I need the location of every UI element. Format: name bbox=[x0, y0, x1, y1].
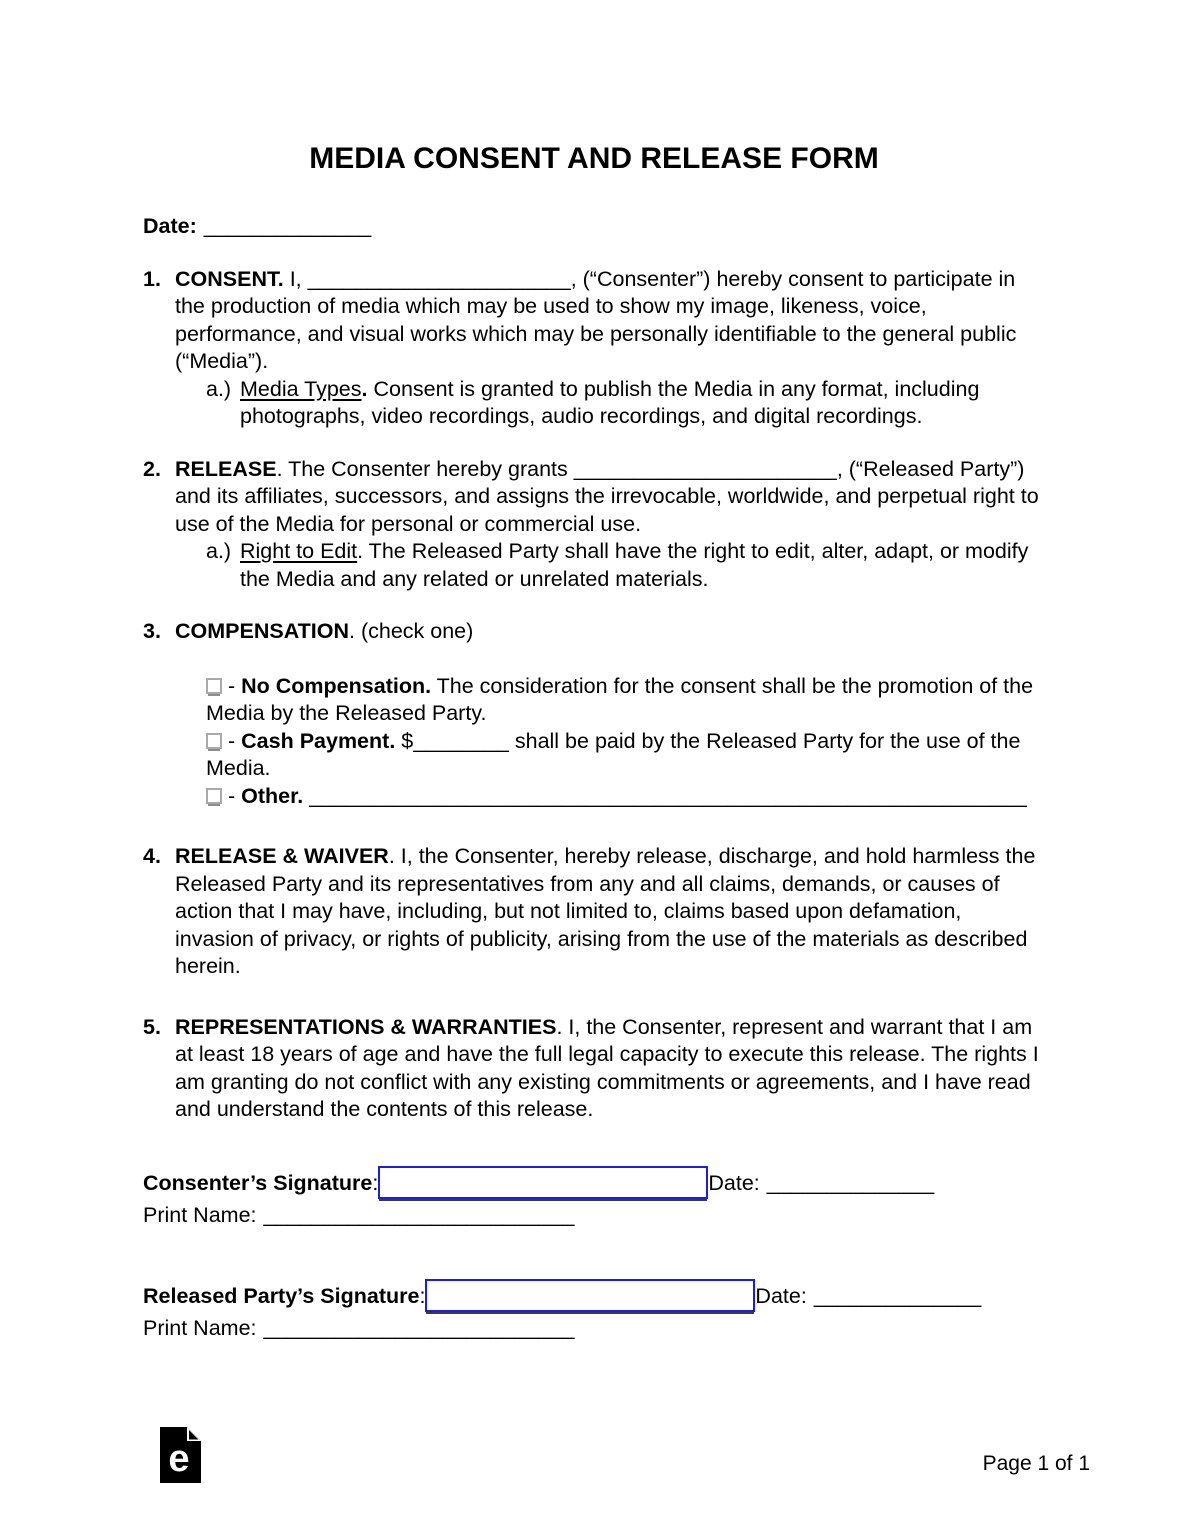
released-party-name-blank: ______________________ bbox=[573, 456, 837, 481]
section-compensation-number: 3. bbox=[143, 619, 161, 643]
consenter-signature-block bbox=[143, 1166, 1045, 1230]
released-party-date-blank: ______________ bbox=[813, 1284, 982, 1308]
section-release bbox=[143, 456, 1045, 594]
section-representations-body bbox=[175, 1014, 1045, 1124]
option-no-compensation-label: No Compensation bbox=[241, 673, 426, 698]
section-representations bbox=[143, 1014, 1045, 1124]
section-representations-text: . I, the Consenter, represent and warrant that I am at least 18 years of age and have the full legal capacity to execute this release. The rights I am granting do not conflict with any existing commitments or agreements, and I have read and understand the contents of this release. bbox=[175, 1014, 1039, 1121]
section-release-waiver-body bbox=[175, 843, 1045, 981]
section-consent-body bbox=[175, 266, 1045, 431]
date-label: Date: bbox=[143, 214, 197, 238]
section-representations-heading: REPRESENTATIONS & WARRANTIES bbox=[175, 1014, 557, 1039]
option-cash-payment-period: . bbox=[389, 728, 396, 753]
option-other bbox=[206, 783, 1045, 811]
released-party-signature-block bbox=[143, 1279, 1045, 1343]
section-release-paragraph bbox=[175, 456, 1045, 539]
released-party-print-name-row bbox=[143, 1315, 1045, 1343]
section-compensation bbox=[143, 618, 1045, 810]
date-line bbox=[143, 213, 1045, 241]
consenter-print-name-row bbox=[143, 1202, 1045, 1230]
subsection-right-to-edit-text: . The Released Party shall have the right to edit, alter, adapt, or modify the Media and any related or unrelated materials. bbox=[240, 539, 1029, 591]
consenter-signature-colon: : bbox=[372, 1170, 379, 1195]
subsection-right-to-edit-term: Right to Edit bbox=[240, 539, 358, 563]
subsection-media-types-period: . bbox=[361, 376, 368, 401]
option-other-label: Other bbox=[241, 783, 298, 808]
section-compensation-paragraph bbox=[175, 618, 1045, 646]
consenter-signature-label: Consenter’s Signature bbox=[143, 1170, 373, 1195]
released-party-signature-label: Released Party’s Signature bbox=[143, 1284, 420, 1308]
option-other-period: . bbox=[297, 783, 304, 808]
section-representations-number: 5. bbox=[143, 1014, 161, 1039]
section-consent-number: 1. bbox=[143, 266, 161, 291]
subsection-media-types-marker: a.) bbox=[206, 376, 232, 401]
section-release-body bbox=[175, 456, 1045, 594]
consenter-date-label: Date: bbox=[708, 1170, 760, 1195]
section-consent-lead: I, bbox=[283, 266, 308, 291]
section-compensation-heading: COMPENSATION bbox=[175, 619, 349, 643]
section-release-waiver bbox=[143, 843, 1045, 981]
section-release-lead: . The Consenter hereby grants bbox=[276, 456, 574, 481]
consenter-signature-field[interactable] bbox=[378, 1166, 708, 1199]
eforms-logo bbox=[160, 1427, 201, 1491]
page-number: Page 1 of 1 bbox=[982, 1452, 1090, 1475]
section-consent-heading: CONSENT. bbox=[175, 266, 284, 291]
option-cash-payment-label: Cash Payment bbox=[241, 728, 390, 753]
checkbox-no-compensation[interactable] bbox=[206, 678, 222, 694]
released-party-print-name-label: Print Name: bbox=[143, 1316, 257, 1340]
section-release-heading: RELEASE bbox=[175, 456, 277, 481]
option-no-compensation-period: . bbox=[425, 673, 432, 698]
option-no-compensation-text: The consideration for the consent shall be the promotion of the Media by the Released Party. bbox=[206, 673, 1034, 725]
subsection-right-to-edit-paragraph bbox=[240, 538, 1045, 593]
subsection-media-types-paragraph bbox=[240, 376, 1045, 431]
section-release-waiver-paragraph bbox=[175, 843, 1045, 981]
subsection-media-types bbox=[175, 376, 1045, 431]
section-compensation-lead: . (check one) bbox=[349, 619, 474, 643]
released-party-date-label: Date: bbox=[755, 1284, 807, 1308]
option-cash-payment bbox=[206, 728, 1045, 783]
checkbox-cash-payment[interactable] bbox=[206, 733, 222, 749]
form-title: MEDIA CONSENT AND RELEASE FORM bbox=[309, 142, 879, 175]
consenter-print-name-blank: __________________________ bbox=[263, 1202, 575, 1227]
subsection-right-to-edit-marker: a.) bbox=[206, 539, 232, 563]
section-release-number: 2. bbox=[143, 456, 161, 481]
section-consent-text: , (“Consenter”) hereby consent to participate in the production of media which may be used to show my image, likeness, voice, performance, and visual works which may be personally identifiable to the general public (“Media”). bbox=[175, 266, 1017, 373]
option-other-blank: ____________________________________________________________ bbox=[303, 783, 1027, 808]
section-consent-paragraph bbox=[175, 266, 1045, 376]
released-party-signature-colon: : bbox=[419, 1284, 426, 1308]
section-release-waiver-number: 4. bbox=[143, 844, 161, 868]
option-cash-payment-text: $________ shall be paid by the Released Party for the use of the Media. bbox=[206, 728, 1021, 780]
subsection-media-types-text: Consent is granted to publish the Media in any format, including photographs, video recordings, audio recordings, and digital recordings. bbox=[240, 376, 980, 428]
compensation-options bbox=[175, 673, 1045, 811]
option-no-compensation bbox=[206, 673, 1045, 728]
consenter-date-blank: ______________ bbox=[766, 1170, 935, 1195]
section-release-waiver-text: . I, the Consenter, hereby release, discharge, and hold harmless the Released Party and its representatives from any and all claims, demands, or causes of action that I may have, including, but not limited to, claims based upon defamation, invasion of privacy, or rights of publicity, arising from the use of the materials as described herein. bbox=[175, 844, 1036, 978]
date-blank: ______________ bbox=[203, 214, 372, 238]
consenter-signature-row bbox=[143, 1166, 1045, 1199]
released-party-signature-row bbox=[143, 1279, 1045, 1312]
released-party-signature-field[interactable] bbox=[425, 1279, 755, 1312]
section-representations-paragraph bbox=[175, 1014, 1045, 1124]
released-party-print-name-blank: __________________________ bbox=[263, 1316, 575, 1340]
section-compensation-body bbox=[175, 618, 1045, 810]
option-cash-payment-dash: - bbox=[228, 728, 242, 753]
section-release-text: , (“Released Party”) and its affiliates, successors, and assigns the irrevocable, worldwide, and perpetual right to use of the Media for personal or commercial use. bbox=[175, 456, 1039, 536]
eforms-logo-letter: e bbox=[168, 1438, 190, 1480]
section-release-waiver-heading: RELEASE & WAIVER bbox=[175, 844, 389, 868]
consenter-print-name-label: Print Name: bbox=[143, 1202, 257, 1227]
subsection-right-to-edit bbox=[175, 538, 1045, 593]
option-no-compensation-dash: - bbox=[228, 673, 242, 698]
consenter-name-blank: ______________________ bbox=[307, 266, 571, 291]
option-other-dash: - bbox=[228, 783, 242, 808]
checkbox-other[interactable] bbox=[206, 788, 222, 804]
section-consent bbox=[143, 266, 1045, 431]
subsection-media-types-term: Media Types bbox=[240, 376, 362, 401]
eforms-document-icon bbox=[160, 1427, 201, 1483]
